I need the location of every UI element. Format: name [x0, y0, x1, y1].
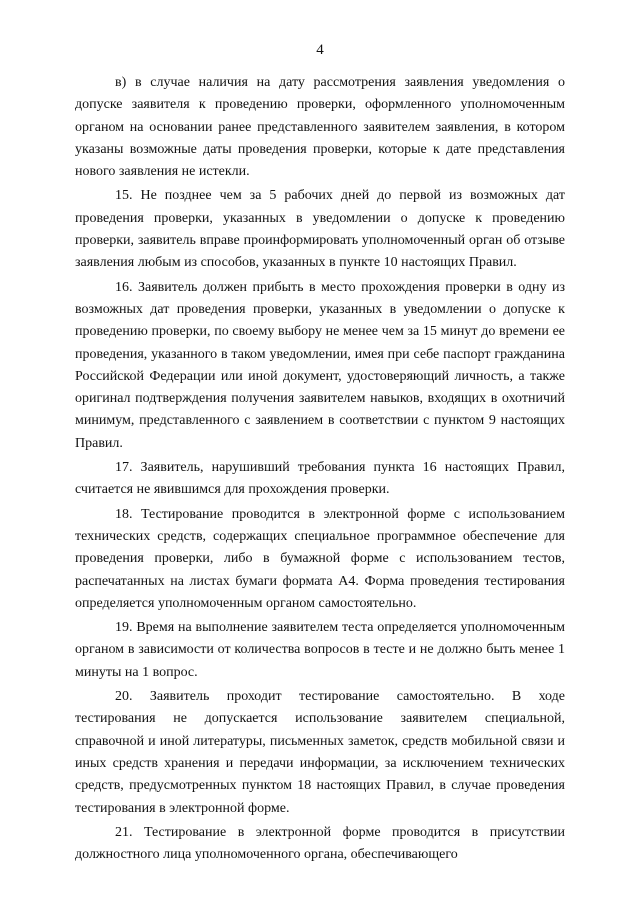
paragraph-17: 17. Заявитель, нарушивший требования пункта 16 настоящих Правил, считается не явившимся для прохождения проверки.	[75, 460, 565, 498]
paragraph-21: 21. Тестирование в электронной форме проводится в присутствии должностного лица уполномоченного органа, обеспечивающего	[75, 824, 565, 863]
paragraph-20: 20. Заявитель проходит тестирование самостоятельно. В ходе тестирования не допускается использование заявителем специальной, справочной и иной литературы, письменных заметок, средств мобильной связи и иных средств хранения и передачи информации, за исключением технических средств, предусмотренных пунктом 18 настоящих Правил, в случае проведения тестирования в электронной форме.	[75, 689, 565, 816]
page-number: 4	[316, 42, 324, 58]
paragraph-15: 15. Не позднее чем за 5 рабочих дней до первой из возможных дат проведения проверки, указанных в уведомлении о допуске к проведению проверки, заявитель вправе проинформировать уполномоченный орган об отзыве заявления любым из способов, указанных в пункте 10 настоящих Правил.	[75, 188, 565, 271]
paragraph-19: 19. Время на выполнение заявителем теста определяется уполномоченным органом в зависимости от количества вопросов в тесте и не должно быть менее 1 минуты на 1 вопрос.	[75, 620, 565, 680]
paragraph-18: 18. Тестирование проводится в электронной форме с использованием технических средств, содержащих специальное программное обеспечение для проведения проверки, либо в бумажной форме с использованием тестов, распечатанных на листах бумаги формата А4. Форма проведения тестирования определяется уполномоченным органом самостоятельно.	[75, 506, 565, 611]
document-body	[75, 72, 565, 868]
paragraph-3v: в) в случае наличия на дату рассмотрения заявления уведомления о допуске заявителя к проведению проверки, оформленного уполномоченным органом на основании ранее представленного заявителем заявления, в котором указаны возможные даты проведения проверки, которые к дате представления нового заявления не истекли.	[75, 75, 565, 180]
paragraph-16: 16. Заявитель должен прибыть в место прохождения проверки в одну из возможных дат проведения проверки, указанных в уведомлении о допуске к проведению проверки, по своему выбору не менее чем за 15 минут до времени ее проведения, указанного в таком уведомлении, имея при себе паспорт гражданина Российской Федерации или иной документ, удостоверяющий личность, а также оригинал подтверждения получения заявителем навыков, входящих в охотничий минимум, представленного с заявлением в соответствии с пунктом 9 настоящих Правил.	[75, 279, 565, 451]
